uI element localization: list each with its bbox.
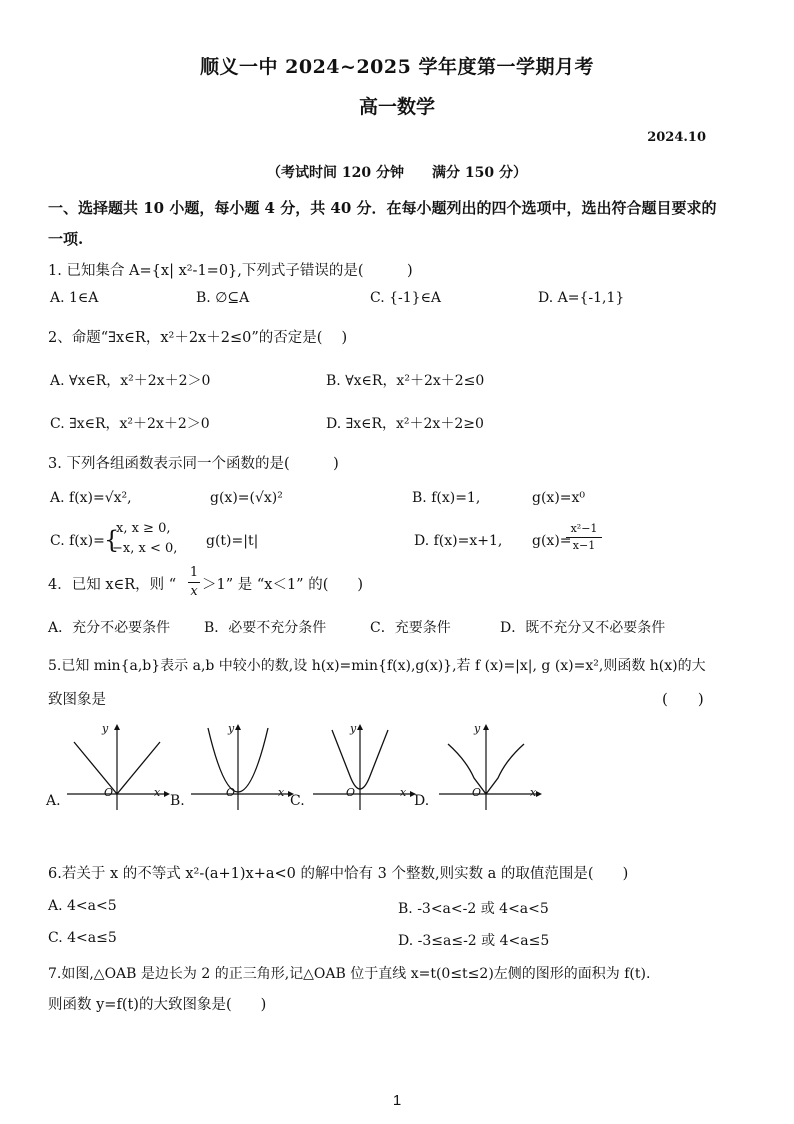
question-3-option-d-denominator: x−1 — [572, 539, 596, 552]
graph-b-x-label: x — [278, 786, 285, 799]
question-3-option-d-f: D. f(x)=x+1, — [414, 533, 503, 549]
question-2-option-b: B. ∀x∈R，x²＋2x＋2≤0 — [326, 373, 485, 389]
question-4-option-d: D．既不充分又不必要条件 — [500, 620, 666, 636]
graph-c-x-label: x — [400, 786, 407, 799]
question-4-option-c: C．充要条件 — [370, 620, 451, 636]
graph-a-label: A. — [46, 793, 61, 809]
question-4-option-a: A．充分不必要条件 — [48, 620, 171, 636]
question-3-option-a-f: A. f(x)=√x², — [50, 490, 132, 506]
graph-d-x-arrow — [536, 791, 542, 797]
question-1-option-d: D. A={-1,1} — [538, 290, 625, 306]
question-4-option-b: B．必要不充分条件 — [204, 620, 327, 636]
question-2-option-a: A. ∀x∈R，x²＋2x＋2＞0 — [50, 373, 211, 389]
fraction-bar — [188, 582, 200, 583]
graph-a-x-label: x — [154, 786, 161, 799]
question-3-option-d-g: g(x)= — [532, 533, 572, 549]
question-3-option-a-g: g(x)=(√x)² — [210, 490, 283, 506]
graph-b-y-arrow — [235, 724, 241, 730]
question-4-stem-pre: 4．已知 x∈R，则 “ — [48, 577, 177, 593]
graph-b-label: B. — [170, 793, 185, 809]
graph-d-y-label: y — [474, 722, 481, 735]
question-1-stem: 1. 已知集合 A={x| x²-1=0},下列式子错误的是( ) — [48, 263, 413, 279]
question-7-line-2: 则函数 y=f(t)的大致图象是( ) — [48, 997, 267, 1013]
exam-date: 2024.10 — [647, 130, 706, 145]
exam-subject: 高一数学 — [358, 96, 435, 118]
graph-d-x-label: x — [530, 786, 537, 799]
question-3-option-d-numerator: x²−1 — [570, 522, 598, 535]
question-6-option-c: C. 4<a≤5 — [48, 930, 117, 946]
question-1-option-b: B. ∅⊆A — [196, 290, 250, 306]
question-6-option-a: A. 4<a<5 — [48, 898, 117, 914]
graph-d-figure — [434, 722, 544, 812]
question-2-option-d: D. ∃x∈R，x²＋2x＋2≥0 — [326, 416, 484, 432]
question-6-option-d: D. -3≤a≤-2 或 4<a≤5 — [398, 933, 550, 949]
graph-d-label: D. — [414, 793, 430, 809]
question-1-option-a: A. 1∈A — [50, 290, 99, 306]
question-3-option-c-case-2: −x, x < 0, — [112, 541, 178, 556]
question-5-line-1: 5.已知 min{a,b}表示 a,b 中较小的数,设 h(x)=min{f(x),g(x)},若 f (x)=|x|, g (x)=x²,则函数 h(x)的大 — [48, 658, 706, 674]
graph-a-origin: O — [104, 786, 114, 799]
question-6-option-b: B. -3<a<-2 或 4<a<5 — [398, 901, 549, 917]
question-3-option-b-g: g(x)=x⁰ — [532, 490, 586, 506]
question-3-option-c-case-1: x, x ≥ 0, — [116, 521, 171, 536]
question-4-stem-post: ＞1” 是 “x＜1” 的( ) — [202, 577, 364, 593]
graph-c-y-arrow — [357, 724, 363, 730]
question-1-option-c: C. {-1}∈A — [370, 290, 442, 306]
piecewise-brace: { — [104, 526, 120, 554]
question-5-answer-paren: ( ) — [662, 690, 704, 708]
section-heading: 一、选择题共 10 小题，每小题 4 分，共 40 分．在每小题列出的四个选项中，选出符合题目要求的一项. — [48, 199, 717, 248]
graph-c-y-label: y — [350, 722, 357, 735]
question-6-stem: 6.若关于 x 的不等式 x²-(a+1)x+a<0 的解中恰有 3 个整数,则实数 a 的取值范围是( ) — [48, 866, 629, 882]
exam-time-info: （考试时间 120 分钟 满分 150 分） — [267, 165, 527, 181]
graph-d-origin: O — [472, 786, 482, 799]
page-number: 1 — [392, 1092, 402, 1109]
question-3-option-c-f: C. f(x)= — [50, 533, 105, 549]
question-7-line-1: 7.如图,△OAB 是边长为 2 的正三角形,记△OAB 位于直线 x=t(0≤t≤2)左侧的图形的面积为 f(t). — [48, 966, 651, 982]
question-3-stem: 3. 下列各组函数表示同一个函数的是( ) — [48, 456, 339, 472]
question-3-option-b-f: B. f(x)=1, — [412, 490, 481, 506]
graph-c-origin: O — [346, 786, 356, 799]
graph-a-y-arrow — [114, 724, 120, 730]
graph-b-y-label: y — [228, 722, 235, 735]
question-2-option-c: C. ∃x∈R，x²＋2x＋2＞0 — [50, 416, 210, 432]
question-4-frac-numerator: 1 — [189, 565, 199, 580]
exam-title: 顺义一中 2024~2025 学年度第一学期月考 — [200, 56, 594, 78]
graph-b-origin: O — [226, 786, 236, 799]
graph-d-y-arrow — [483, 724, 489, 730]
question-2-stem: 2、命题“∃x∈R，x²＋2x＋2≤0”的否定是( ) — [48, 330, 348, 346]
fraction-bar — [566, 537, 602, 538]
graph-a-y-label: y — [102, 722, 109, 735]
graph-c-label: C. — [290, 793, 305, 809]
question-5-line-2: 致图象是 — [48, 692, 106, 708]
question-3-option-c-g: g(t)=|t| — [206, 533, 259, 549]
question-4-frac-denominator: x — [190, 584, 198, 599]
